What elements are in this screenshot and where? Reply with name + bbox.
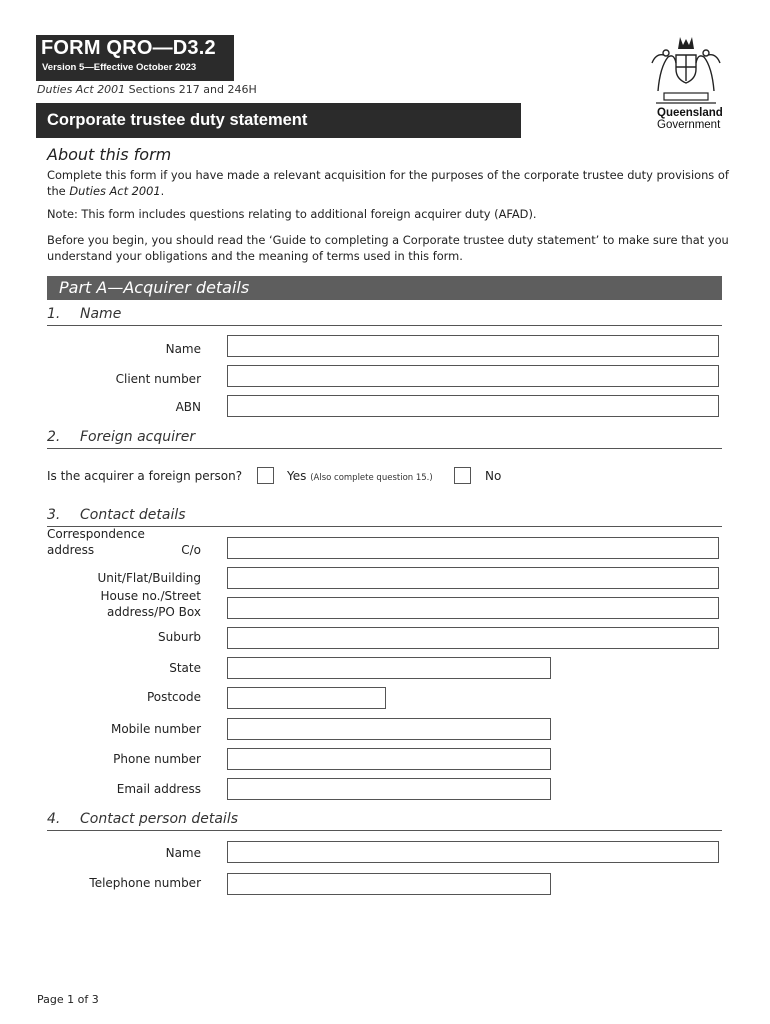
queensland-coat-of-arms-logo — [646, 33, 726, 105]
form-version: Version 5—Effective October 2023 — [42, 62, 197, 73]
foreign-no-checkbox[interactable] — [454, 467, 471, 484]
form-code: FORM QRO—D3.2 — [41, 37, 216, 59]
section-3-title: Contact details — [80, 507, 186, 523]
street-label-1: House no./Street — [100, 589, 201, 603]
about-paragraph-2: Note: This form includes questions relating to additional foreign acquirer duty (AFAD). — [47, 207, 537, 221]
yes-note: (Also complete question 15.) — [310, 473, 433, 483]
section-4-number: 4. — [47, 811, 61, 827]
about-para1-end: . — [160, 183, 165, 198]
mobile-label: Mobile number — [110, 722, 201, 736]
postcode-label: Postcode — [146, 690, 201, 704]
abn-label: ABN — [175, 400, 201, 414]
phone-input[interactable] — [227, 748, 551, 770]
section-1-title: Name — [80, 306, 122, 322]
postcode-input[interactable] — [227, 687, 386, 709]
about-paragraph-1 — [47, 168, 737, 199]
contact-name-label: Name — [165, 846, 201, 860]
form-code-badge — [36, 35, 234, 81]
form-title-bar — [36, 103, 521, 138]
name-input[interactable] — [227, 335, 719, 357]
contact-name-input[interactable] — [227, 841, 719, 863]
page-number: Page 1 of 3 — [37, 993, 99, 1006]
abn-input[interactable] — [227, 395, 719, 417]
email-input[interactable] — [227, 778, 551, 800]
section-1-number: 1. — [47, 306, 61, 322]
about-para1-text: Complete this form if you have made a relevant acquisition for the purposes of the corporate trustee duty provisions of the — [47, 168, 729, 198]
about-para1-act: Duties Act 2001 — [69, 183, 161, 198]
mobile-input[interactable] — [227, 718, 551, 740]
client-number-input[interactable] — [227, 365, 719, 387]
state-input[interactable] — [227, 657, 551, 679]
email-label: Email address — [116, 782, 201, 796]
section-3-number: 3. — [47, 507, 61, 523]
phone-label: Phone number — [113, 752, 201, 766]
care-of-input[interactable] — [227, 537, 719, 559]
about-paragraph-3: Before you begin, you should read the ‘Guide to completing a Corporate trustee duty statement’ to make sure that you understand your obligations and the meaning of terms used in this form. — [47, 233, 729, 263]
telephone-input[interactable] — [227, 873, 551, 895]
section-4-heading — [47, 811, 722, 831]
act-reference — [37, 83, 257, 96]
foreign-yes-checkbox[interactable] — [257, 467, 274, 484]
form-title: Corporate trustee duty statement — [47, 111, 308, 129]
part-a-title: Part A—Acquirer details — [59, 278, 250, 297]
act-sections: Sections 217 and 246H — [125, 83, 257, 96]
queensland-government-wordmark — [657, 107, 723, 131]
section-3-heading — [47, 507, 722, 527]
care-of-label: C/o — [181, 543, 201, 557]
correspondence-label: Correspondence — [47, 527, 145, 541]
section-1-heading — [47, 306, 722, 326]
telephone-label: Telephone number — [89, 876, 201, 890]
no-label: No — [485, 469, 502, 483]
suburb-label: Suburb — [158, 630, 201, 644]
street-address-input[interactable] — [227, 597, 719, 619]
client-number-label: Client number — [115, 372, 201, 386]
act-name: Duties Act 2001 — [37, 83, 126, 96]
yes-label: Yes — [287, 469, 307, 483]
suburb-input[interactable] — [227, 627, 719, 649]
gov-line2: Government — [657, 119, 721, 131]
foreign-person-question: Is the acquirer a foreign person? — [47, 469, 243, 483]
unit-input[interactable] — [227, 567, 719, 589]
section-2-number: 2. — [47, 429, 61, 445]
address-label: address — [47, 543, 95, 557]
section-2-heading — [47, 429, 722, 449]
unit-label: Unit/Flat/Building — [97, 571, 201, 585]
about-heading: About this form — [47, 145, 172, 164]
state-label: State — [169, 661, 201, 675]
name-label: Name — [165, 342, 201, 356]
street-label-2: address/PO Box — [107, 605, 201, 619]
section-4-title: Contact person details — [80, 811, 238, 827]
section-2-title: Foreign acquirer — [80, 429, 196, 445]
gov-line1: Queensland — [657, 107, 723, 119]
foreign-yes-option — [287, 469, 433, 483]
part-a-bar — [47, 276, 722, 300]
